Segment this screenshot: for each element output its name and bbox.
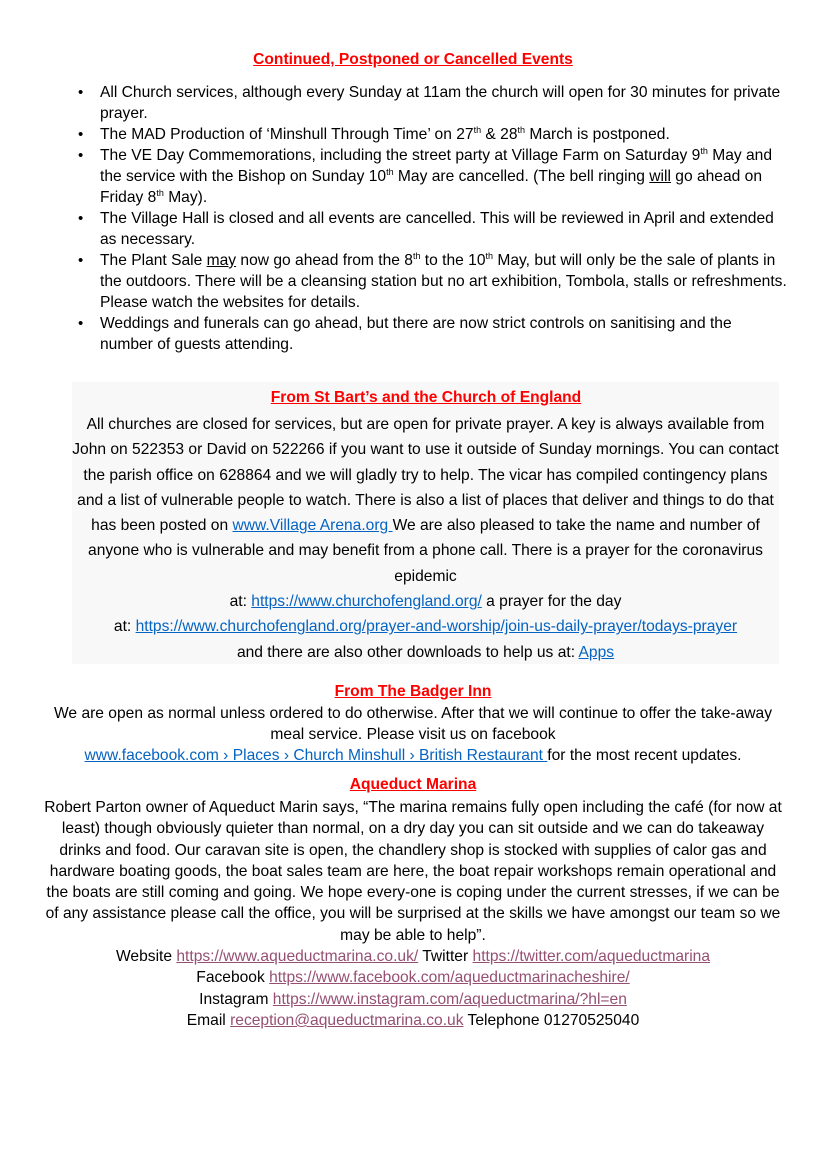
church-text: a prayer for the day bbox=[481, 593, 622, 611]
ordinal-suffix: th bbox=[156, 188, 164, 198]
church-text: at: bbox=[229, 593, 252, 611]
marina-text: Robert Parton owner of Aqueduct Marin says, “The marina remains fully open including the café (for now at least) though obviously quieter than normal, on a dry day you can sit outside and we can do takeaway drinks and food. Our caravan site is open, the chandlery shop is stocked with supplies of calor gas and hardware boating goods, the boat sales team are here, the boat repair workshops remain operational and the boats are still coming and going. We hope every-one is coping under the current stresses, if we can be of any assistance please call the office, you will be surprised at the skills we have amongst our team so we may be able to help”. bbox=[44, 799, 782, 944]
list-item-text: May, but will only be the sale of plants in the outdoors. There will be a cleansing station but no art exhibition, Tombola, stalls or refreshments. Please watch the websites for details. bbox=[100, 252, 787, 311]
church-paragraph bbox=[72, 412, 779, 665]
marina-facebook-link[interactable]: https://www.facebook.com/aqueductmarinacheshire/ bbox=[269, 969, 630, 987]
village-arena-link[interactable]: www.Village Arena.org bbox=[232, 517, 393, 535]
marina-label: Facebook bbox=[196, 969, 270, 987]
section-title-aqueduct-marina: Aqueduct Marina bbox=[349, 776, 477, 793]
badger-text: for the most recent updates. bbox=[547, 746, 742, 764]
section-title-church: From St Bart’s and the Church of England bbox=[270, 389, 582, 406]
list-item-text: Weddings and funerals can go ahead, but there are now strict controls on sanitising and the number of guests attending. bbox=[100, 315, 732, 353]
list-item bbox=[72, 313, 787, 355]
badger-facebook-link[interactable]: www.facebook.com › Places › Church Minshull › British Restaurant bbox=[84, 746, 548, 764]
apps-link[interactable]: Apps bbox=[578, 643, 615, 661]
list-item-text: go ahead on Friday 8 bbox=[100, 168, 763, 206]
badger-paragraph bbox=[40, 704, 786, 766]
daily-prayer-link[interactable]: https://www.churchofengland.org/prayer-and-worship/join-us-daily-prayer/todays-prayer bbox=[135, 618, 738, 636]
emphasis-may: may bbox=[206, 252, 237, 269]
list-item-text: May are cancelled. (The bell ringing bbox=[393, 168, 650, 185]
church-text: and there are also other downloads to help us at: bbox=[236, 643, 579, 661]
marina-email-link[interactable]: reception@aqueductmarina.co.uk bbox=[230, 1011, 464, 1029]
church-text: at: bbox=[113, 618, 136, 636]
church-text: All churches are closed for services, but are open for private prayer. A key is always available from John on 522353 or David on 522266 if you want to use it outside of Sunday mornings. You can contact the parish office on 628864 and we will gladly try to help. The vicar has compiled contingency plans and a list of vulnerable people to watch. There is also a list of places that deliver and things to do that has been posted on bbox=[72, 416, 779, 535]
marina-website-link[interactable]: https://www.aqueductmarina.co.uk/ bbox=[176, 948, 419, 966]
list-item bbox=[72, 208, 787, 250]
list-item-text: All Church services, although every Sunday at 11am the church will open for 30 minutes for private prayer. bbox=[100, 84, 781, 122]
ordinal-suffix: th bbox=[700, 146, 708, 156]
ordinal-suffix: th bbox=[386, 167, 394, 177]
marina-instagram-link[interactable]: https://www.instagram.com/aqueductmarina/?hl=en bbox=[272, 990, 627, 1008]
section-title-badger-inn: From The Badger Inn bbox=[334, 683, 492, 700]
emphasis-will: will bbox=[649, 168, 671, 185]
marina-label: Website bbox=[115, 948, 177, 966]
list-item bbox=[72, 250, 787, 313]
marina-label: Twitter bbox=[418, 948, 473, 966]
list-item-text: May). bbox=[163, 189, 208, 206]
list-item-text: March is postponed. bbox=[525, 126, 670, 143]
section-title-cancelled-events: Continued, Postponed or Cancelled Events bbox=[253, 51, 573, 68]
list-item-text: The Village Hall is closed and all events are cancelled. This will be reviewed in April and extended as necessary. bbox=[100, 210, 774, 248]
list-item-text: The VE Day Commemorations, including the street party at Village Farm on Saturday 9 bbox=[100, 147, 701, 164]
list-item-text: The Plant Sale bbox=[100, 252, 207, 269]
marina-paragraph bbox=[40, 797, 786, 1031]
ordinal-suffix: th bbox=[517, 125, 526, 135]
list-item bbox=[72, 82, 787, 124]
ordinal-suffix: th bbox=[412, 251, 421, 261]
list-item-text: May and the service with the Bishop on Sunday 10 bbox=[100, 147, 773, 185]
list-item-text: & 28 bbox=[481, 126, 518, 143]
list-item bbox=[72, 145, 787, 208]
list-item bbox=[72, 124, 787, 145]
marina-label: Instagram bbox=[199, 990, 273, 1008]
badger-text: We are open as normal unless ordered to do otherwise. After that we will continue to offer the take-away meal service. Please visit us on facebook bbox=[54, 705, 772, 743]
marina-label: Email bbox=[186, 1011, 231, 1029]
church-text: We are also pleased to take the name and number of anyone who is vulnerable and may benefit from a phone call. There is a prayer for the coronavirus epidemic bbox=[88, 517, 763, 585]
list-item-text: The MAD Production of ‘Minshull Through Time’ on 27 bbox=[100, 126, 474, 143]
ordinal-suffix: th bbox=[485, 251, 494, 261]
marina-phone: Telephone 01270525040 bbox=[463, 1011, 640, 1029]
ordinal-suffix: th bbox=[473, 125, 482, 135]
list-item-text: now go ahead from the 8 bbox=[236, 252, 413, 269]
cancelled-events-list bbox=[72, 82, 787, 355]
church-of-england-link[interactable]: https://www.churchofengland.org/ bbox=[251, 593, 482, 611]
marina-twitter-link[interactable]: https://twitter.com/aqueductmarina bbox=[472, 948, 711, 966]
list-item-text: to the 10 bbox=[420, 252, 486, 269]
